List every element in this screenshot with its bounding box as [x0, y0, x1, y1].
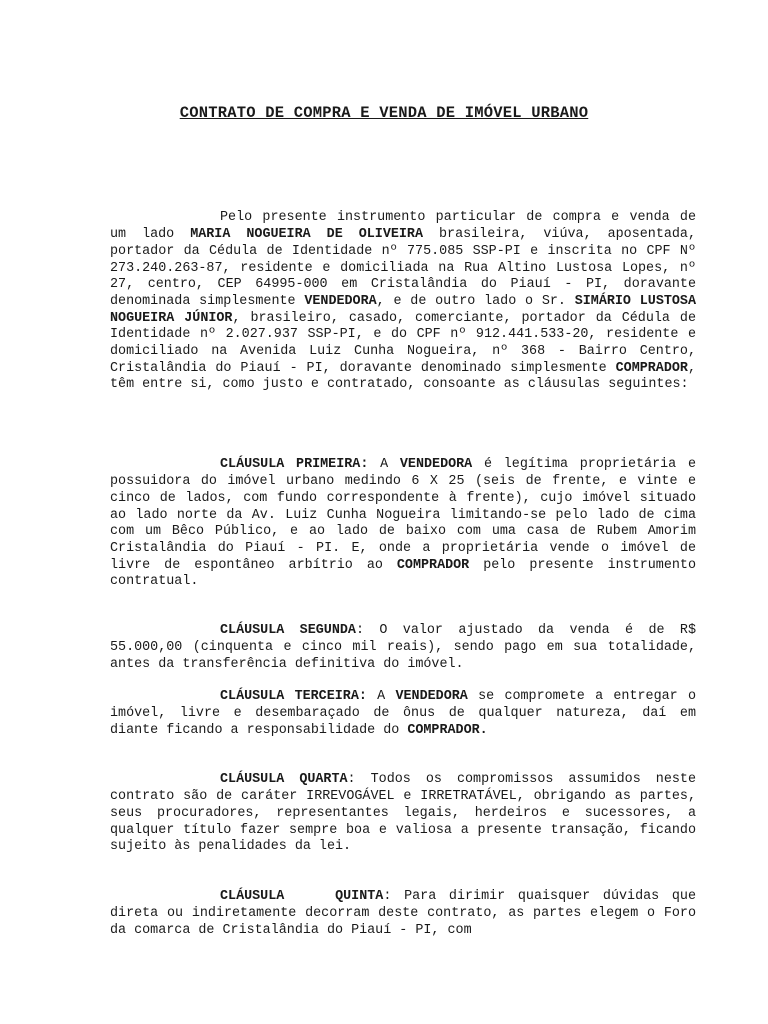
- preamble-text-4: , brasileiro, casado, comerciante, portador da Cédula de Identidade nº 2.027.937 SSP-PI, e do CPF nº 912.441.533-20, residente e domiciliado na Avenida Luiz Cunha Nogueira, nº 368 - Bairro Centro, Cristalândia do Piauí - PI, doravante denominado simplesmente: [110, 310, 696, 376]
- seller-role: VENDEDORA: [304, 293, 377, 309]
- clause-first-heading: CLÁUSULA PRIMEIRA:: [220, 457, 369, 473]
- clause-second-heading: CLÁUSULA SEGUNDA: [220, 623, 356, 639]
- seller-name: MARIA NOGUEIRA DE OLIVEIRA: [190, 227, 424, 243]
- clause-third-bold-1: VENDEDORA: [395, 689, 468, 705]
- clause-third-heading: CLÁUSULA TERCEIRA:: [220, 689, 367, 705]
- clause-first-bold-2: COMPRADOR: [396, 557, 470, 573]
- clause-first-text-3: pelo presente instrumento contratual.: [110, 557, 696, 590]
- clause-fifth-text: : Para dirimir quaisquer dúvidas que direta ou indiretamente decorram deste contrato, as partes elegem o Foro da comarca de Cristalândia do Piauí - PI, com: [110, 889, 696, 938]
- clause-third-text-2: se compromete a entregar o imóvel, livre e desembaraçado de ônus de qualquer natureza, daí em diante ficando a responsabilidade do: [110, 689, 696, 738]
- clause-fourth-paragraph: [110, 772, 696, 856]
- clause-fifth-heading: CLÁUSULA QUINTA: [220, 889, 384, 905]
- preamble-text-2: brasileira, viúva, aposentada, portador da Cédula de Identidade nº 775.085 SSP-PI e inscrita no CPF Nº 273.240.263-87, residente e domiciliada na Rua Altino Lustosa Lopes, nº 27, centro, CEP 64995-000 em Cristalândia do Piauí - PI, doravante denominada simplesmente: [110, 227, 696, 309]
- clause-third-bold-2: COMPRADOR.: [407, 722, 488, 738]
- clause-second-paragraph: [110, 623, 696, 673]
- clause-first-text-1: A: [368, 457, 400, 473]
- clause-fourth-heading: CLÁUSULA QUARTA: [220, 772, 348, 788]
- preamble-paragraph: [110, 210, 696, 394]
- clause-fifth-paragraph: [110, 889, 696, 939]
- preamble-text-5: , têm entre si, como justo e contratado, consoante as cláusulas seguintes:: [110, 360, 696, 393]
- preamble-text-3: , e de outro lado o Sr.: [376, 293, 575, 309]
- clause-third-paragraph: [110, 689, 696, 739]
- clause-second-text: : O valor ajustado da venda é de R$ 55.000,00 (cinquenta e cinco mil reais), sendo pago em sua totalidade, antes da transferência definitiva do imóvel.: [110, 623, 697, 672]
- buyer-role: COMPRADOR: [615, 360, 688, 376]
- clause-first-text-2: é legítima proprietária e possuidora do imóvel urbano medindo 6 X 25 (seis de frente, e vinte e cinco de lados, com fundo correspondente à frente), cujo imóvel situado ao lado norte da Av. Luiz Cunha Nogueira limitando-se pelo lado de cima com um Bêco Público, e ao lado de baixo com uma casa de Rubem Amorim Cristalândia do Piauí - PI. E, onde a proprietária vende o imóvel de livre de espontâneo arbítrio ao: [110, 457, 696, 573]
- clause-first-bold-1: VENDEDORA: [399, 457, 473, 473]
- preamble-text-1: Pelo presente instrumento particular de compra e venda de um lado: [110, 210, 696, 243]
- clause-third-text-1: A: [366, 689, 396, 705]
- clause-first-paragraph: [110, 457, 696, 591]
- document-title: CONTRATO DE COMPRA E VENDA DE IMÓVEL URBANO: [179, 104, 589, 122]
- buyer-name: SIMÁRIO LUSTOSA NOGUEIRA JÚNIOR: [110, 293, 696, 326]
- clause-fourth-text: : Todos os compromissos assumidos neste contrato são de caráter IRREVOGÁVEL e IRRETRATÁVEL, obrigando as partes, seus procuradores, representantes legais, herdeiros e sucessores, a qualquer título fazer sempre boa e valiosa a presente transação, ficando sujeito às penalidades da lei.: [110, 772, 696, 855]
